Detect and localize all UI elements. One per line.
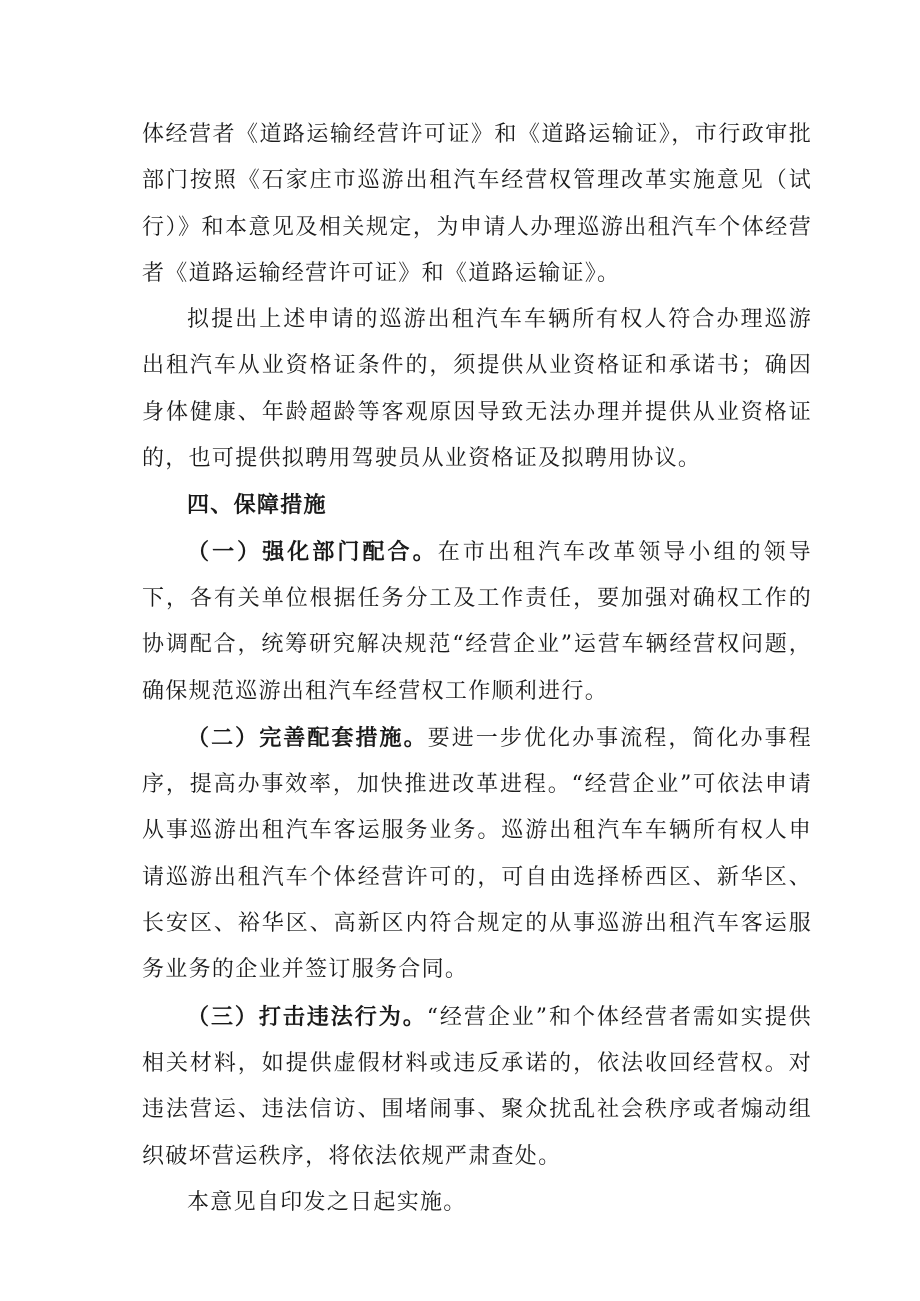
item-supporting-measures — [142, 715, 812, 994]
item-lead: （一）强化部门配合。 — [187, 538, 438, 565]
item-text: 要进一步优化办事流程，简化办事程序，提高办事效率，加快推进改革进程。“经营企业”可依法申请从事巡游出租汽车客运服务业务。巡游出租汽车车辆所有权人申请巡游出租汽车个体经营许可的，可自由选择桥西区、新华区、长安区、裕华区、高新区内符合规定的从事巡游出租汽车客运服务业务的企业并签订服务合同。 — [142, 725, 812, 983]
item-lead: （三）打击违法行为。 — [187, 1003, 427, 1030]
item-text: “经营企业”和个体经营者需如实提供相关材料，如提供虚假材料或违反承诺的，依法收回经营权。对违法营运、违法信访、围堵闹事、聚众扰乱社会秩序或者煽动组织破坏营运秩序，将依法依规严肃查处。 — [142, 1004, 812, 1169]
item-crack-down-violations — [142, 994, 812, 1180]
section-heading-safeguards: 四、保障措施 — [187, 492, 327, 519]
paragraph-effective-date: 本意见自印发之日起实施。 — [187, 1189, 467, 1215]
item-text: 在市出租汽车改革领导小组的领导下，各有关单位根据任务分工及工作责任，要加强对确权工作的协调配合，统筹研究解决规范“经营企业”运营车辆经营权问题，确保规范巡游出租汽车经营权工作顺利进行。 — [142, 539, 812, 704]
paragraph-qualification-requirement: 拟提出上述申请的巡游出租汽车车辆所有权人符合办理巡游出租汽车从业资格证条件的，须提供从业资格证和承诺书；确因身体健康、年龄超龄等客观原因导致无法办理并提供从业资格证的，也可提供拟聘用驾驶员从业资格证及拟聘用协议。 — [142, 307, 812, 472]
item-strengthen-coordination — [142, 529, 812, 715]
document-body — [142, 112, 812, 1226]
item-lead: （二）完善配套措施。 — [187, 724, 428, 751]
paragraph-permit-handling: 体经营者《道路运输经营许可证》和《道路运输证》，市行政审批部门按照《石家庄市巡游出租汽车经营权管理改革实施意见（试行）》和本意见及相关规定，为申请人办理巡游出租汽车个体经营者《道路运输经营许可证》和《道路运输证》。 — [142, 122, 812, 286]
